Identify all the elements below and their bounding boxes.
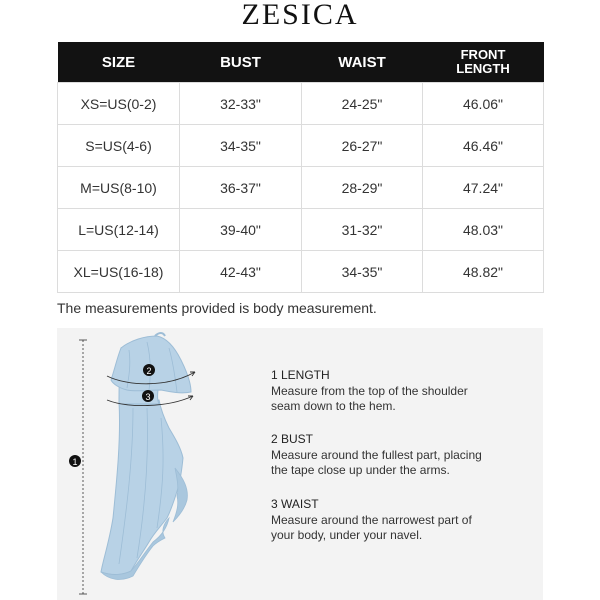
table-row	[58, 125, 544, 167]
table-cell: XL=US(16-18)	[58, 251, 180, 293]
instruction-waist-line1: Measure around the narrowest part of	[271, 513, 472, 527]
instruction-waist-title: 3 WAIST	[271, 497, 319, 511]
table-header-row	[58, 42, 544, 83]
header-waist: WAIST	[302, 42, 423, 83]
table-row	[58, 167, 544, 209]
instruction-length-title: 1 LENGTH	[271, 368, 330, 382]
table-cell: 47.24"	[423, 167, 544, 209]
table-row	[58, 209, 544, 251]
size-chart-table	[57, 42, 544, 293]
table-row	[58, 251, 544, 293]
measurement-guide-panel	[57, 328, 543, 600]
header-size: SIZE	[58, 42, 180, 83]
instruction-bust-title: 2 BUST	[271, 432, 314, 446]
header-front-length	[423, 42, 544, 83]
table-cell: 34-35"	[180, 125, 302, 167]
table-cell: 46.06"	[423, 83, 544, 125]
table-cell: 24-25"	[302, 83, 423, 125]
instruction-length-line2: seam down to the hem.	[271, 399, 396, 413]
table-cell: S=US(4-6)	[58, 125, 180, 167]
table-cell: 28-29"	[302, 167, 423, 209]
table-cell: 48.03"	[423, 209, 544, 251]
table-cell: 42-43"	[180, 251, 302, 293]
table-row	[58, 83, 544, 125]
table-cell: 32-33"	[180, 83, 302, 125]
instruction-waist-line2: your body, under your navel.	[271, 528, 423, 542]
table-cell: 34-35"	[302, 251, 423, 293]
table-cell: L=US(12-14)	[58, 209, 180, 251]
marker-bust-text: 2	[146, 366, 152, 376]
table-cell: 48.82"	[423, 251, 544, 293]
table-cell: M=US(8-10)	[58, 167, 180, 209]
table-cell: 46.46"	[423, 125, 544, 167]
table-cell: 31-32"	[302, 209, 423, 251]
marker-length-text: 1	[72, 457, 78, 467]
dress-skirt	[101, 400, 183, 575]
table-cell: XS=US(0-2)	[58, 83, 180, 125]
table-cell: 36-37"	[180, 167, 302, 209]
header-front-length-text: FRONT LENGTH	[456, 47, 510, 76]
instruction-length-line1: Measure from the top of the shoulder	[271, 384, 468, 398]
table-cell: 26-27"	[302, 125, 423, 167]
brand-logo: ZESICA	[241, 0, 359, 31]
instruction-waist	[271, 497, 472, 543]
instruction-bust-line1: Measure around the fullest part, placing	[271, 448, 482, 462]
instruction-bust-line2: the tape close up under the arms.	[271, 463, 450, 477]
measurement-note: The measurements provided is body measurement.	[57, 300, 377, 316]
table-cell: 39-40"	[180, 209, 302, 251]
instruction-bust	[271, 432, 482, 478]
instruction-length	[271, 368, 468, 414]
header-bust: BUST	[180, 42, 302, 83]
dress-strap	[155, 333, 165, 336]
marker-waist-text: 3	[145, 392, 151, 402]
